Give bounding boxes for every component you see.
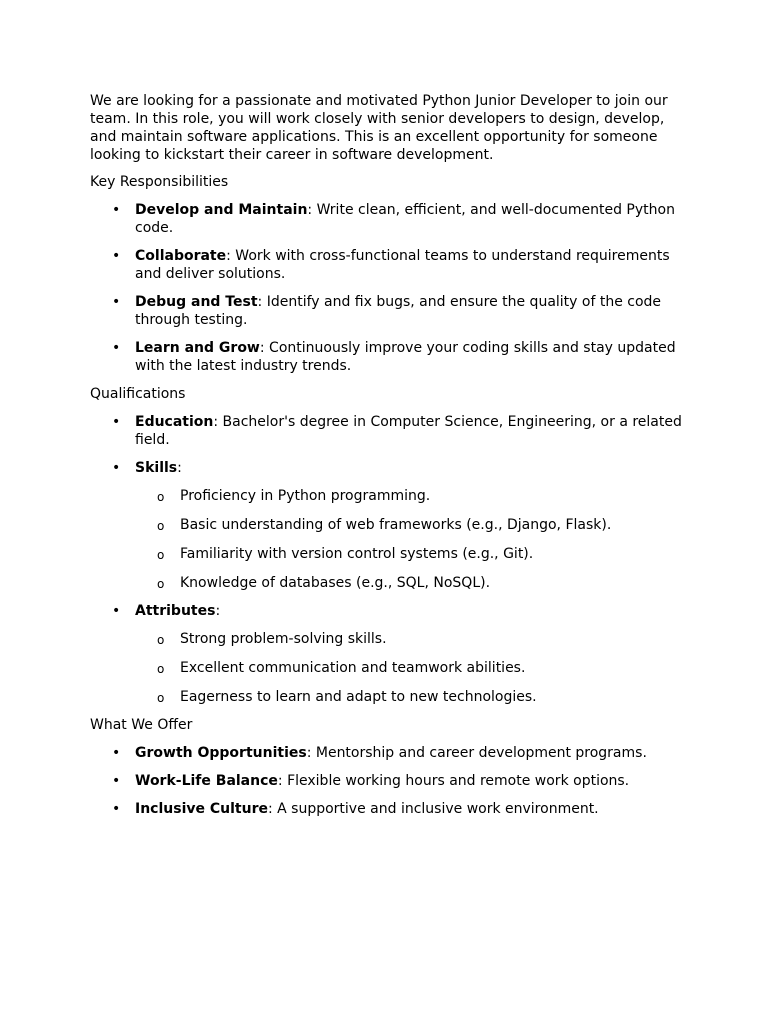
list-item: [90, 201, 685, 237]
bullet-icon: •: [112, 248, 121, 264]
item-term: Inclusive Culture: [135, 801, 268, 817]
sublist-item-text: Basic understanding of web frameworks (e.g., Django, Flask).: [180, 517, 612, 533]
list-item: [90, 339, 685, 375]
item-text: : Mentorship and career development programs.: [306, 745, 647, 761]
item-text: : Work with cross-functional teams to understand requirements and deliver solutions.: [135, 248, 670, 282]
list-item: [90, 772, 685, 790]
offer-heading: What We Offer: [90, 717, 193, 733]
list-item: [90, 293, 685, 329]
circle-bullet-icon: o: [157, 548, 165, 562]
bullet-icon: •: [112, 202, 121, 218]
bullet-icon: •: [112, 340, 121, 356]
sublist-item: [135, 516, 685, 534]
item-term: Debug and Test: [135, 294, 258, 310]
circle-bullet-icon: o: [157, 633, 165, 647]
item-text: :: [177, 460, 182, 476]
bullet-icon: •: [112, 801, 121, 817]
offer-list: [90, 744, 678, 818]
item-text: : Flexible working hours and remote work options.: [277, 773, 630, 789]
list-item: [90, 247, 685, 283]
sublist-item-text: Knowledge of databases (e.g., SQL, NoSQL).: [180, 575, 491, 591]
list-item: [90, 800, 685, 818]
qualifications-heading: Qualifications: [90, 386, 186, 402]
item-text: : Bachelor's degree in Computer Science, Engineering, or a related field.: [135, 414, 682, 448]
item-text: : Identify and fix bugs, and ensure the quality of the code through testing.: [135, 294, 662, 328]
sublist-item: [135, 688, 685, 706]
intro-paragraph: We are looking for a passionate and motivated Python Junior Developer to join our team. In this role, you will work closely with senior developers to design, develop, and maintain software applications. This is an excellent opportunity for someone looking to kickstart their career in software development.: [90, 93, 668, 163]
skills-sublist: [135, 487, 685, 592]
sublist-item-text: Excellent communication and teamwork abilities.: [180, 660, 526, 676]
circle-bullet-icon: o: [157, 490, 165, 504]
circle-bullet-icon: o: [157, 662, 165, 676]
bullet-icon: •: [112, 745, 121, 761]
list-item: [90, 602, 685, 706]
item-term: Develop and Maintain: [135, 202, 308, 218]
item-text: : Continuously improve your coding skills and stay updated with the latest industry trends.: [135, 340, 676, 374]
circle-bullet-icon: o: [157, 577, 165, 591]
item-text: :: [215, 603, 221, 619]
sublist-item-text: Strong problem-solving skills.: [180, 631, 387, 647]
sublist-item-text: Proficiency in Python programming.: [180, 488, 431, 504]
item-text: : A supportive and inclusive work environment.: [267, 801, 599, 817]
circle-bullet-icon: o: [157, 691, 165, 705]
item-term: Growth Opportunities: [135, 745, 307, 761]
circle-bullet-icon: o: [157, 519, 165, 533]
item-term: Learn and Grow: [135, 340, 260, 356]
bullet-icon: •: [112, 773, 121, 789]
sublist-item: [135, 574, 685, 592]
item-text: : Write clean, efficient, and well-documented Python code.: [135, 202, 675, 236]
list-item: [90, 413, 685, 449]
sublist-item-text: Familiarity with version control systems (e.g., Git).: [180, 546, 534, 562]
item-term: Work-Life Balance: [135, 773, 278, 789]
item-term: Attributes: [135, 603, 216, 619]
sublist-item: [135, 659, 685, 677]
item-term: Education: [135, 414, 214, 430]
bullet-icon: •: [112, 414, 121, 430]
item-term: Collaborate: [135, 248, 227, 264]
sublist-item: [135, 630, 685, 648]
list-item: [90, 744, 685, 762]
qualifications-list: [90, 413, 682, 706]
attributes-sublist: [135, 630, 685, 706]
responsibilities-list: [90, 201, 678, 375]
responsibilities-heading: Key Responsibilities: [90, 174, 229, 190]
item-term: Skills: [135, 460, 178, 476]
list-item: [90, 459, 685, 592]
bullet-icon: •: [112, 460, 121, 476]
bullet-icon: •: [112, 294, 121, 310]
bullet-icon: •: [112, 603, 121, 619]
sublist-item: [135, 545, 685, 563]
sublist-item: [135, 487, 685, 505]
sublist-item-text: Eagerness to learn and adapt to new technologies.: [180, 689, 537, 705]
